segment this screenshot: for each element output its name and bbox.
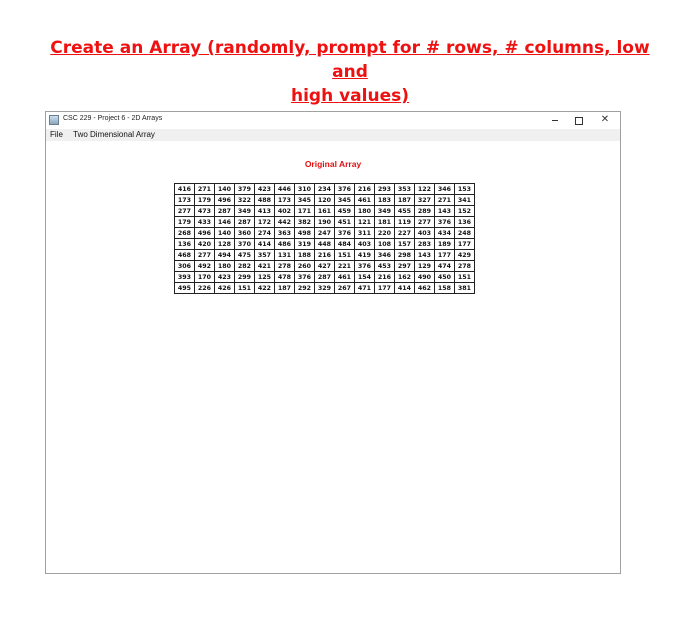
table-cell: 247 [315,228,335,239]
table-cell: 484 [335,239,355,250]
table-cell: 297 [395,261,415,272]
table-cell: 319 [295,239,315,250]
table-cell: 181 [375,217,395,228]
table-row [175,206,475,217]
table-cell: 151 [235,283,255,294]
table-cell: 179 [195,195,215,206]
table-cell: 277 [195,250,215,261]
table-cell: 177 [435,250,455,261]
table-cell: 403 [355,239,375,250]
table-cell: 170 [195,272,215,283]
table-cell: 151 [335,250,355,261]
table-cell: 221 [335,261,355,272]
table-cell: 346 [375,250,395,261]
table-cell: 153 [455,184,475,195]
table-cell: 189 [435,239,455,250]
app-window [45,111,621,574]
table-cell: 152 [455,206,475,217]
table-cell: 216 [315,250,335,261]
table-cell: 403 [415,228,435,239]
caption-line-1: Create an Array (randomly, prompt for # rows, # columns, low and [50,38,650,82]
caption [40,36,660,108]
table-cell: 498 [295,228,315,239]
table-cell: 376 [355,261,375,272]
table-cell: 180 [215,261,235,272]
table-cell: 474 [435,261,455,272]
table-row [175,283,475,294]
table-cell: 421 [255,261,275,272]
table-cell: 322 [235,195,255,206]
table-cell: 143 [415,250,435,261]
table-cell: 277 [175,206,195,217]
title-bar[interactable] [46,112,620,129]
table-cell: 420 [195,239,215,250]
table-cell: 187 [395,195,415,206]
table-cell: 446 [275,184,295,195]
table-cell: 433 [195,217,215,228]
table-cell: 187 [275,283,295,294]
table-row [175,250,475,261]
table-cell: 179 [175,217,195,228]
table-cell: 379 [235,184,255,195]
table-cell: 451 [335,217,355,228]
table-cell: 271 [435,195,455,206]
table-cell: 306 [175,261,195,272]
table-cell: 363 [275,228,295,239]
table-cell: 173 [175,195,195,206]
table-cell: 298 [395,250,415,261]
close-button[interactable]: ✕ [600,114,610,125]
table-cell: 177 [375,283,395,294]
table-cell: 220 [375,228,395,239]
table-cell: 327 [415,195,435,206]
table-cell: 422 [255,283,275,294]
table-cell: 471 [355,283,375,294]
table-cell: 278 [455,261,475,272]
table-cell: 496 [195,228,215,239]
table-cell: 283 [415,239,435,250]
table-cell: 376 [295,272,315,283]
table-cell: 287 [215,206,235,217]
table-row [175,239,475,250]
caption-line-2: high values) [290,86,410,106]
table-cell: 173 [275,195,295,206]
table-row [175,195,475,206]
table-cell: 423 [215,272,235,283]
table-cell: 345 [335,195,355,206]
table-cell: 423 [255,184,275,195]
table-cell: 360 [235,228,255,239]
table-cell: 341 [455,195,475,206]
table-cell: 274 [255,228,275,239]
table-cell: 108 [375,239,395,250]
table-cell: 292 [295,283,315,294]
java-app-icon [49,115,59,125]
table-cell: 278 [275,261,295,272]
table-cell: 381 [455,283,475,294]
table-cell: 287 [315,272,335,283]
window-title: CSC 229 - Project 6 - 2D Arrays [63,115,163,122]
table-cell: 146 [215,217,235,228]
table-cell: 267 [335,283,355,294]
table-cell: 183 [375,195,395,206]
table-cell: 370 [235,239,255,250]
table-cell: 426 [215,283,235,294]
table-row [175,184,475,195]
table-cell: 490 [415,272,435,283]
table-cell: 450 [435,272,455,283]
table-cell: 172 [255,217,275,228]
table-cell: 429 [455,250,475,261]
table-cell: 121 [355,217,375,228]
table-cell: 190 [315,217,335,228]
table-cell: 413 [255,206,275,217]
table-cell: 461 [355,195,375,206]
table-cell: 151 [455,272,475,283]
table-cell: 248 [455,228,475,239]
table-cell: 122 [415,184,435,195]
table-cell: 475 [235,250,255,261]
minimize-button[interactable] [548,114,562,126]
table-cell: 128 [215,239,235,250]
table-cell: 227 [395,228,415,239]
table-cell: 353 [395,184,415,195]
table-cell: 131 [275,250,295,261]
menu-file[interactable]: File [50,130,63,139]
table-cell: 357 [255,250,275,261]
table-cell: 180 [355,206,375,217]
maximize-button[interactable] [572,114,586,126]
table-cell: 216 [375,272,395,283]
table-cell: 161 [315,206,335,217]
table-cell: 177 [455,239,475,250]
table-cell: 442 [275,217,295,228]
table-cell: 136 [175,239,195,250]
table-cell: 393 [175,272,195,283]
table-cell: 329 [315,283,335,294]
table-cell: 282 [235,261,255,272]
table-cell: 462 [415,283,435,294]
table-cell: 120 [315,195,335,206]
table-cell: 287 [235,217,255,228]
table-cell: 453 [375,261,395,272]
array-title: Original Array [304,159,362,169]
table-cell: 154 [355,272,375,283]
table-cell: 495 [175,283,195,294]
table-cell: 140 [215,184,235,195]
table-cell: 271 [195,184,215,195]
table-cell: 171 [295,206,315,217]
table-cell: 419 [355,250,375,261]
table-cell: 136 [455,217,475,228]
table-cell: 226 [195,283,215,294]
table-cell: 293 [375,184,395,195]
table-cell: 468 [175,250,195,261]
table-cell: 414 [255,239,275,250]
table-cell: 376 [335,184,355,195]
table-cell: 129 [415,261,435,272]
table-cell: 216 [355,184,375,195]
table-cell: 125 [255,272,275,283]
table-cell: 478 [275,272,295,283]
table-cell: 496 [215,195,235,206]
table-cell: 143 [435,206,455,217]
table-cell: 427 [315,261,335,272]
table-cell: 382 [295,217,315,228]
table-cell: 260 [295,261,315,272]
table-cell: 289 [415,206,435,217]
table-cell: 473 [195,206,215,217]
table-cell: 140 [215,228,235,239]
table-cell: 488 [255,195,275,206]
table-row [175,228,475,239]
table-cell: 494 [215,250,235,261]
table-cell: 402 [275,206,295,217]
menu-two-dimensional-array[interactable]: Two Dimensional Array [73,130,155,139]
table-cell: 349 [235,206,255,217]
table-cell: 346 [435,184,455,195]
table-cell: 162 [395,272,415,283]
table-cell: 455 [395,206,415,217]
table-row [175,217,475,228]
table-cell: 434 [435,228,455,239]
table-cell: 310 [295,184,315,195]
table-cell: 461 [335,272,355,283]
menu-bar [46,129,620,141]
table-cell: 416 [175,184,195,195]
table-cell: 486 [275,239,295,250]
table-row [175,272,475,283]
array-table [174,183,475,294]
table-cell: 414 [395,283,415,294]
table-cell: 158 [435,283,455,294]
table-cell: 349 [375,206,395,217]
table-cell: 376 [435,217,455,228]
table-cell: 277 [415,217,435,228]
table-row [175,261,475,272]
table-cell: 119 [395,217,415,228]
table-cell: 268 [175,228,195,239]
table-cell: 459 [335,206,355,217]
table-cell: 448 [315,239,335,250]
table-cell: 299 [235,272,255,283]
table-cell: 376 [335,228,355,239]
table-cell: 234 [315,184,335,195]
table-cell: 311 [355,228,375,239]
table-cell: 188 [295,250,315,261]
table-cell: 157 [395,239,415,250]
table-cell: 492 [195,261,215,272]
content-panel [46,141,620,573]
table-cell: 345 [295,195,315,206]
